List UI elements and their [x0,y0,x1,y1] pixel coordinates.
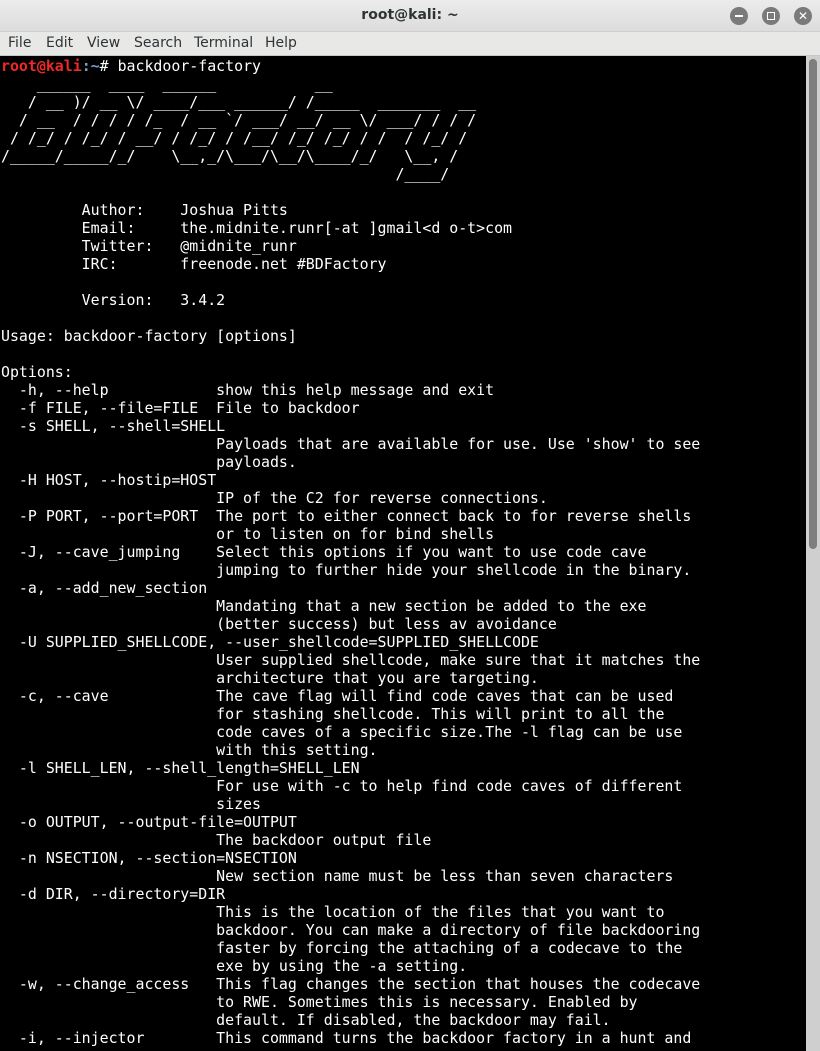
menu-terminal[interactable]: Terminal [194,35,254,51]
menu-search[interactable]: Search [134,35,183,51]
prompt-user-host: root@kali [1,57,82,75]
prompt-line [1,57,261,75]
minimize-button[interactable] [730,7,748,25]
maximize-button[interactable] [762,7,780,25]
prompt-command: backdoor-factory [117,57,262,75]
window-title: root@kali: ~ [361,7,459,23]
menu-edit[interactable]: Edit [46,35,74,51]
menu-help[interactable]: Help [265,35,297,51]
menu-file[interactable]: File [8,35,32,51]
terminal-content [0,56,806,1047]
minimize-icon [735,15,743,17]
prompt-symbol: # [99,57,118,75]
close-icon: ✕ [797,9,809,23]
scrollbar[interactable] [806,56,820,1051]
maximize-icon [767,12,775,20]
menu-bar [0,32,820,56]
scrollbar-thumb[interactable] [809,59,817,549]
close-button[interactable] [794,7,812,25]
menu-view[interactable]: View [87,35,121,51]
terminal-area[interactable] [0,56,806,1051]
title-bar[interactable] [0,0,820,32]
prompt-path: :~ [81,57,100,75]
command-output: ______ ____ ______ __ / __ )/ __ \/ ____/___ ______/ /_____ _______ __ / __ / / / / /_ / __ `/ ___/ __/ __ \/ ___/ / / / / /_/ / /_/ / __/ / /_/ / /__/ /_/ /_/ / / / /_/ / /_____/_____/_/ \__,_/\___/\__/\____/_/ \__, / /____/ Author: Joshua Pitts Email: the.midnite.runr[-at ]gmail<d o-t>com Twitter: @midnite_runr IRC: freenode.net #BDFactory Version: 3.4.2 Usage: backdoor-factory [options] Options: -h, --help show this help message and exit -f FILE, --file=FILE File to backdoor -s SHELL, --shell=SHELL Payloads that are available for use. Use 'show' to see payloads. -H HOST, --hostip=HOST IP of the C2 for reverse connections. -P PORT, --port=PORT The port to either connect back to for reverse shells or to listen on for bind shells -J, --cave_jumping Select this options if you want to use code cave jumping to further hide your shellcode in the binary. -a, --add_new_section Mandating that a new section be added to the exe (better success) but less av avoidance -U SUPPLIED_SHELLCODE, --user_shellcode=SUPPLIED_SHELLCODE User supplied shellcode, make sure that it matches the architecture that you are targeting. -c, --cave The cave flag will find code caves that can be used for stashing shellcode. This will print to all the code caves of a specific size.The -l flag can be use with this setting. -l SHELL_LEN, --shell_length=SHELL_LEN For use with -c to help find code caves of different sizes -o OUTPUT, --output-file=OUTPUT The backdoor output file -n NSECTION, --section=NSECTION New section name must be less than seven characters -d DIR, --directory=DIR This is the location of the files that you want to backdoor. You can make a directory of file backdooring faster by forcing the attaching of a codecave to the exe by using the -a setting. -w, --change_access This flag changes the section that houses the codecave to RWE. Sometimes this is necessary. Enabled by default. If disabled, the backdoor may fail. -i, --injector This command turns the backdoor factory in a hunt and [1,75,701,1047]
